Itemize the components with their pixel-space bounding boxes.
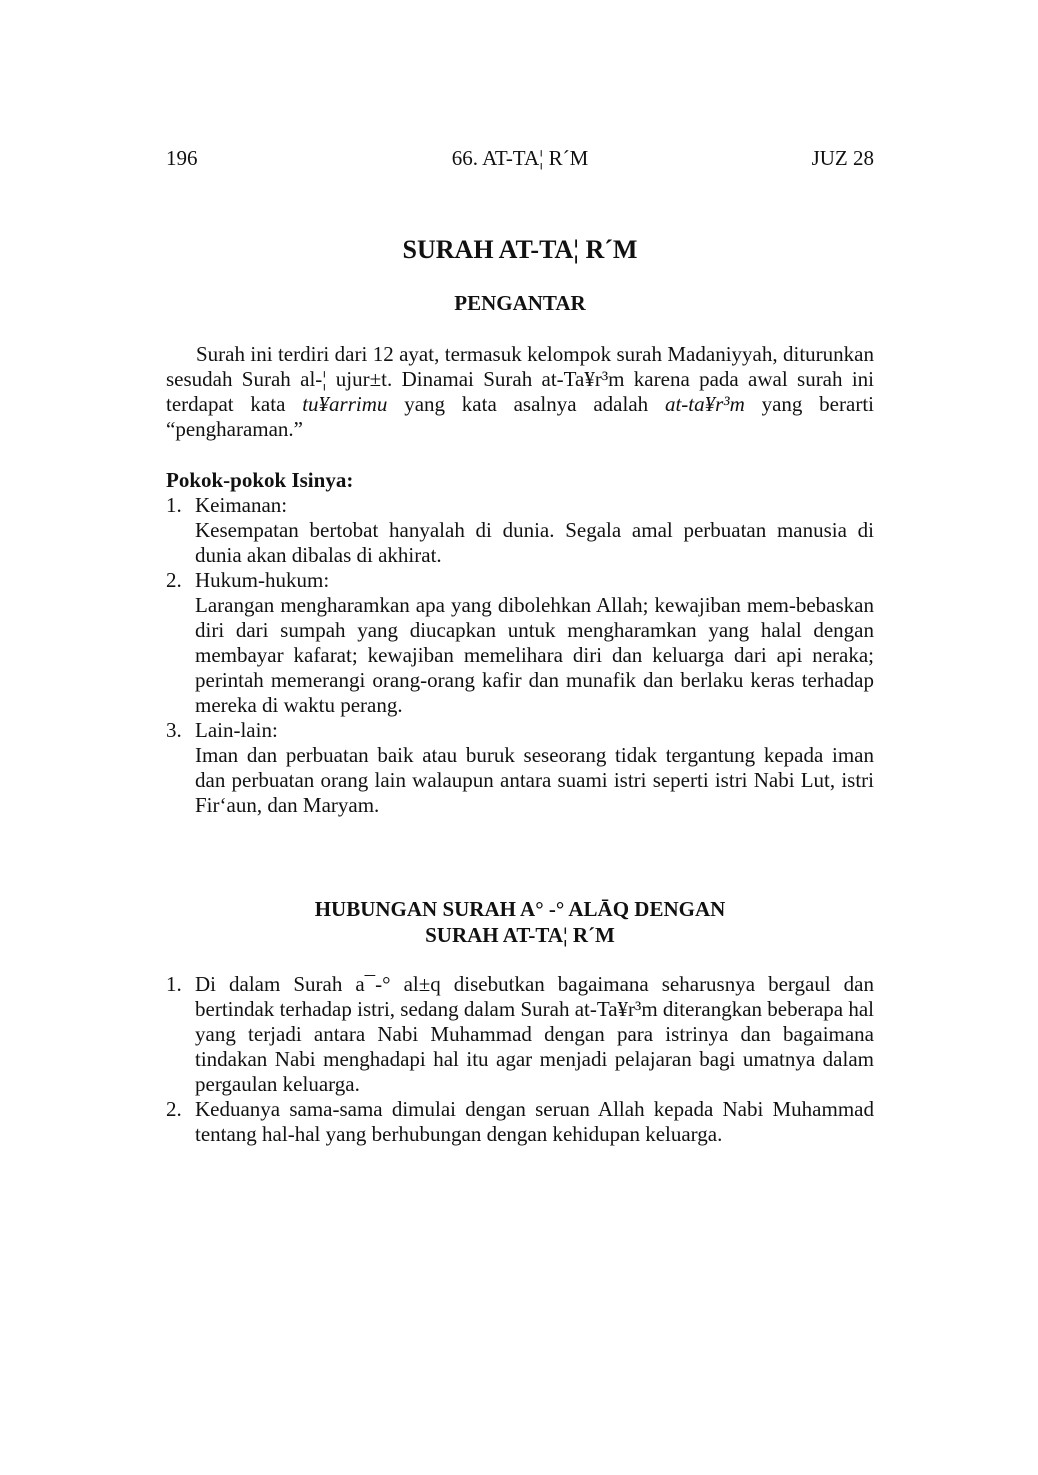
pokok-heading: Pokok-pokok Isinya: [166,468,354,492]
list-item [166,718,874,818]
hubungan-list [166,972,874,1147]
surah-title: SURAH AT-TA¦ R´M [402,235,638,264]
list-item [166,493,874,568]
hubungan-title-line-1: HUBUNGAN SURAH A° -° ALĀQ DENGAN [314,897,726,921]
item-text: Kesempatan bertobat hanyalah di dunia. Segala amal perbuatan manusia di dunia akan dibalas di akhirat. [195,518,874,567]
list-item [166,1097,874,1147]
item-label: Hukum-hukum: [195,568,330,592]
item-text: Di dalam Surah a¯-° al±q disebutkan bagaimana seharusnya bergaul dan bertindak terhadap istri, sedang dalam Surah at-Ta¥r³m diterangkan beberapa hal yang terjadi antara Nabi Muhammad dengan para istrinya dan bagaimana tindakan Nabi menghadapi hal itu agar menjadi pelajaran bagi umatnya dalam pergaulan keluarga. [195,972,874,1096]
intro-text-1: Surah ini terdiri dari 12 ayat, termasuk kelompok surah Madaniyyah, diturunkan sesudah Surah al-¦ ujur±t. Dinamai Surah at-Ta¥r³m karena pada awal surah ini terdapat kata [166,342,874,416]
list-item [166,972,874,1097]
item-label: Keimanan: [195,493,288,517]
intro-paragraph [166,342,874,442]
list-item [166,568,874,718]
item-number: 2. [166,568,182,592]
item-text: Larangan mengharamkan apa yang dibolehkan Allah; kewajiban mem-bebaskan diri dari sumpah yang diucapkan untuk mengharamkan yang halal dengan membayar kafarat; kewajiban memelihara diri dan keluarga dari api neraka; perintah memerangi orang-orang kafir dan munafik dan berlaku keras terhadap mereka di waktu perang. [195,593,874,717]
intro-italic-term-2: at-ta¥r³m [664,392,745,416]
intro-text-2: yang kata asalnya adalah [387,392,665,416]
item-number: 1. [166,493,182,517]
item-number: 2. [166,1097,182,1121]
section-subtitle: PENGANTAR [454,291,586,315]
intro-text-3: yang berarti “pengharaman.” [166,392,874,441]
hubungan-title [166,896,874,948]
chapter-header: 66. AT-TA¦ R´M [451,146,589,170]
item-number: 1. [166,972,182,996]
hubungan-title-line-2: SURAH AT-TA¦ R´M [425,923,615,947]
item-text: Iman dan perbuatan baik atau buruk seseorang tidak tergantung kepada iman dan perbuatan orang lain walaupun antara suami istri seperti istri Nabi Lut, istri Fir‘aun, dan Maryam. [195,743,874,817]
juz-label: JUZ 28 [811,146,874,170]
item-label: Lain-lain: [195,718,278,742]
page-number: 196 [166,146,198,170]
intro-italic-term-1: tu¥arrimu [302,392,388,416]
item-text: Keduanya sama-sama dimulai dengan seruan Allah kepada Nabi Muhammad tentang hal-hal yang berhubungan dengan kehidupan keluarga. [195,1097,874,1146]
item-number: 3. [166,718,182,742]
pokok-list [166,493,874,818]
